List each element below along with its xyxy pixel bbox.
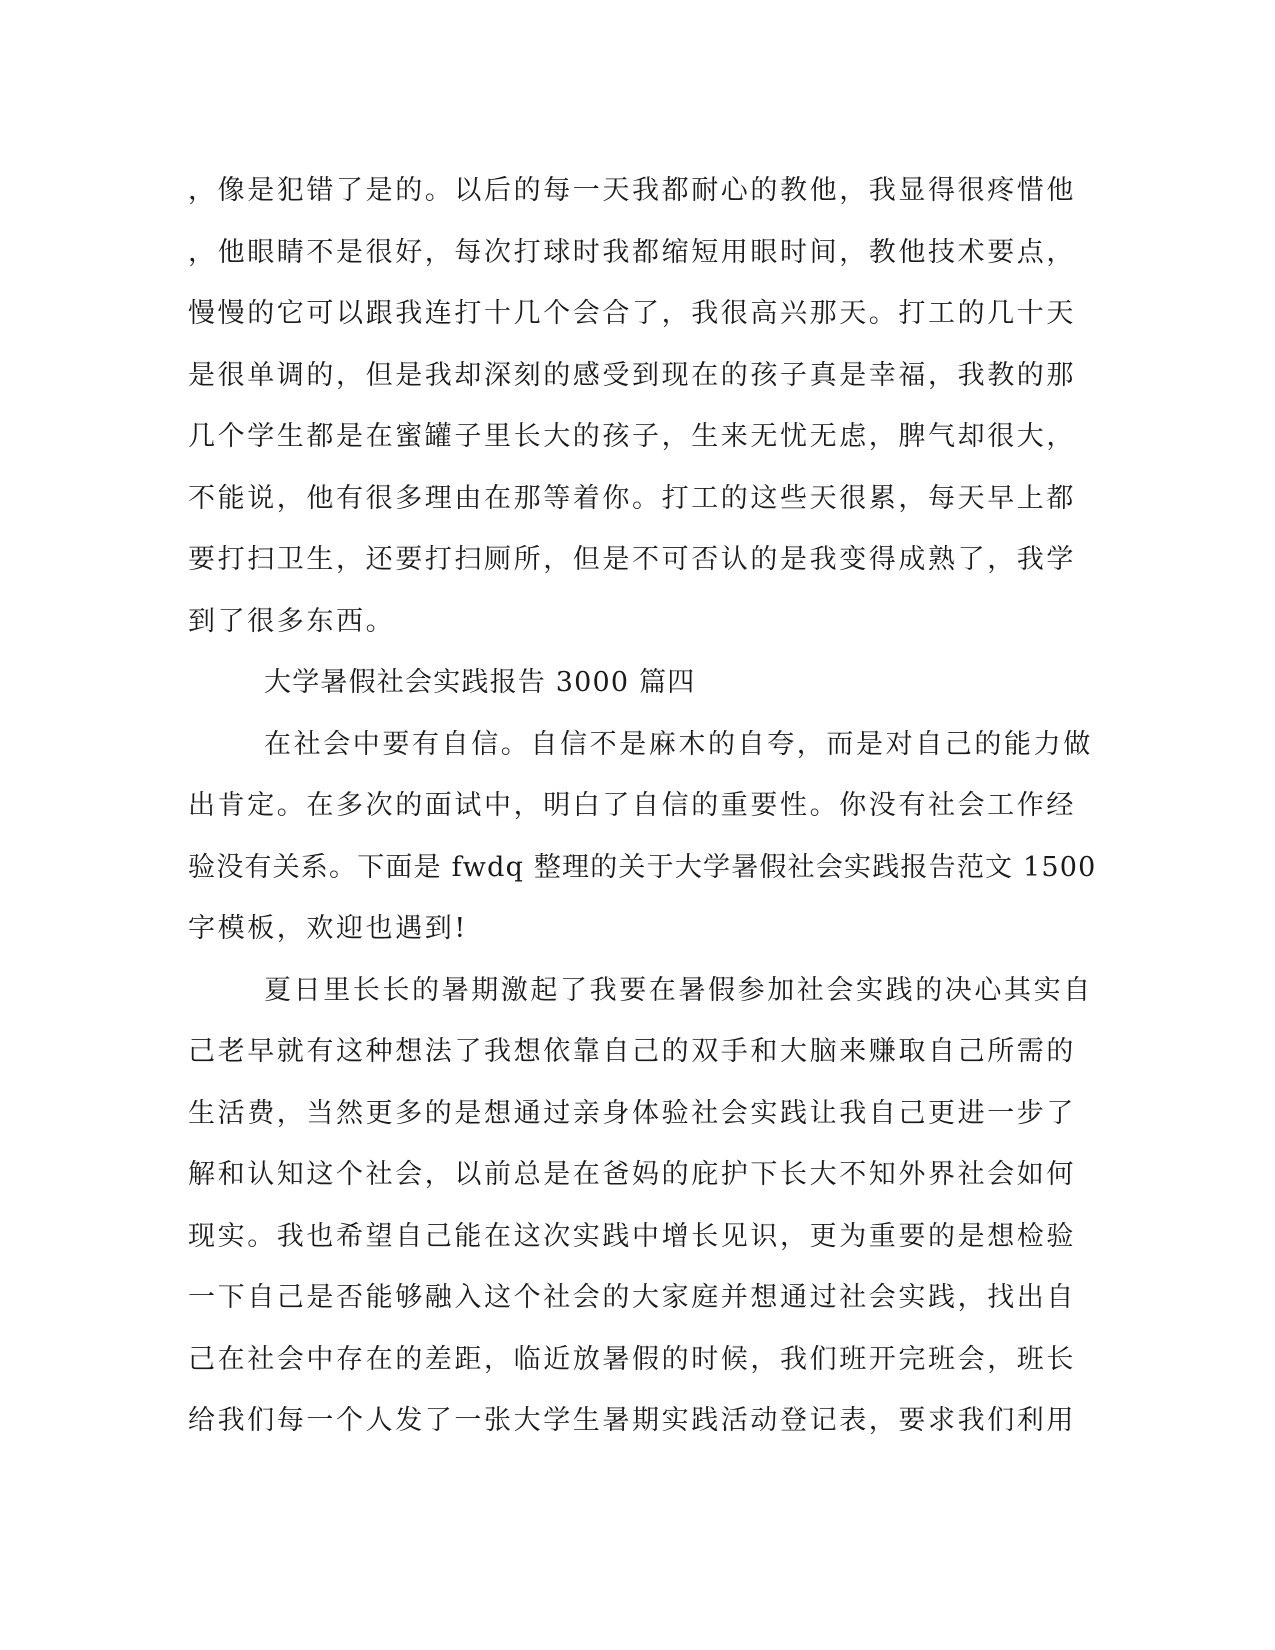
text-line: 己老早就有这种想法了我想依靠自己的双手和大脑来赚取自己所需的 xyxy=(188,1036,1076,1067)
text-line: 现实。我也希望自己能在这次实践中增长见识，更为重要的是想检验 xyxy=(188,1220,1076,1252)
document-body xyxy=(188,160,1097,1452)
section-heading: 大学暑假社会实践报告 3000 篇四 xyxy=(264,667,696,698)
text-line: 到了很多东西。 xyxy=(188,605,396,637)
text-line: 夏日里长长的暑期激起了我要在暑假参加社会实践的决心其实自 xyxy=(264,974,1093,1006)
text-line: ，他眼睛不是很好，每次打球时我都缩短用眼时间，教他技术要点， xyxy=(188,236,1076,268)
text-line: ，像是犯错了是的。以后的每一天我都耐心的教他，我显得很疼惜他 xyxy=(188,175,1076,206)
text-line: 要打扫卫生，还要打扫厕所，但是不可否认的是我变得成熟了，我学 xyxy=(188,544,1076,575)
text-line: 解和认知这个社会，以前总是在爸妈的庇护下长大不知外界社会如何 xyxy=(188,1159,1076,1190)
text-line: 己在社会中存在的差距，临近放暑假的时候，我们班开完班会，班长 xyxy=(188,1343,1076,1375)
text-line: 慢慢的它可以跟我连打十几个会合了，我很高兴那天。打工的几十天 xyxy=(188,298,1076,329)
text-line: 出肯定。在多次的面试中，明白了自信的重要性。你没有社会工作经 xyxy=(188,790,1076,821)
text-line: 生活费，当然更多的是想通过亲身体验社会实践让我自己更进一步了 xyxy=(188,1097,1076,1129)
text-line: 一下自己是否能够融入这个社会的大家庭并想通过社会实践，找出自 xyxy=(188,1282,1076,1313)
text-line: 是很单调的，但是我却深刻的感受到现在的孩子真是幸福，我教的那 xyxy=(188,359,1076,391)
text-line: 字模板，欢迎也遇到! xyxy=(188,913,468,944)
text-line: 不能说，他有很多理由在那等着你。打工的这些天很累，每天早上都 xyxy=(188,482,1076,514)
text-line: 给我们每一个人发了一张大学生暑期实践活动登记表，要求我们利用 xyxy=(188,1405,1076,1436)
text-line: 验没有关系。下面是 fwdq 整理的关于大学暑假社会实践报告范文 1500 xyxy=(188,851,1097,883)
text-line: 几个学生都是在蜜罐子里长大的孩子，生来无忧无虑，脾气却很大， xyxy=(188,421,1076,452)
text-line: 在社会中要有自信。自信不是麻木的自夸，而是对自己的能力做 xyxy=(264,728,1093,760)
